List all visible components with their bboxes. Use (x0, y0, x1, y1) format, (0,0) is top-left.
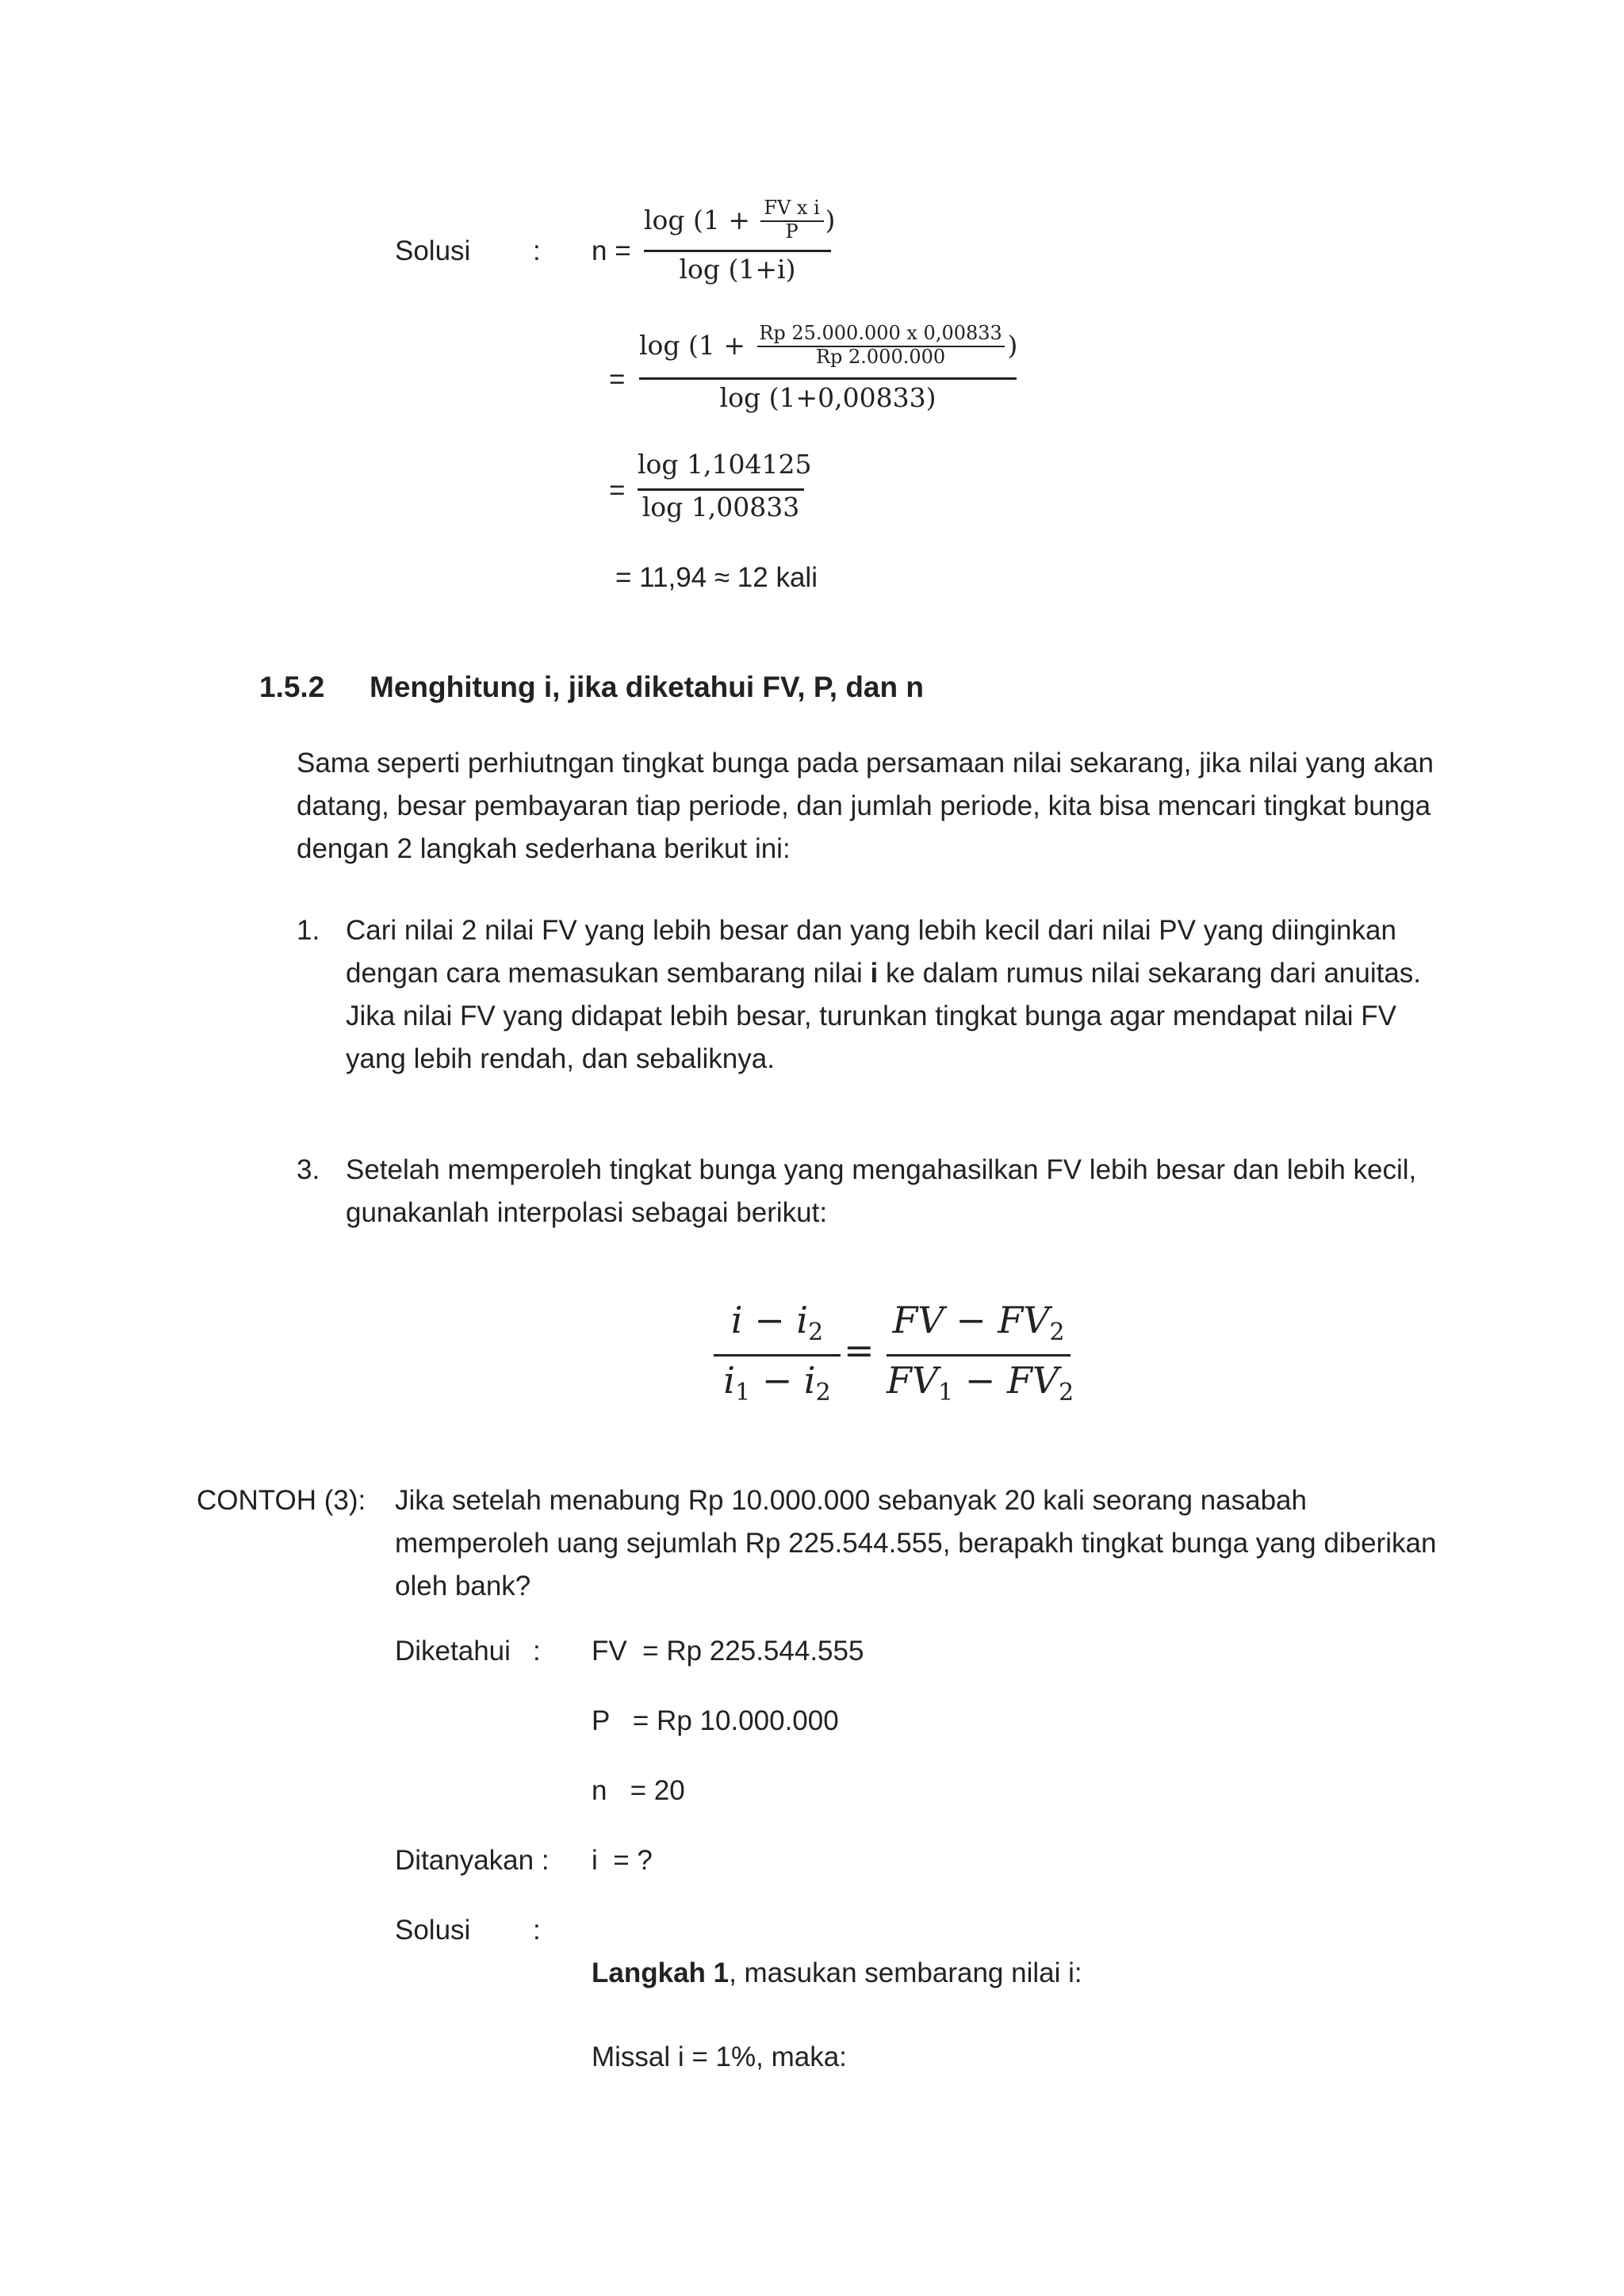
example-line: Jika setelah menabung Rp 10.000.000 sebanyak 20 kali seorang nasabah (395, 1485, 1307, 1516)
fraction-denominator: log 1,00833 (642, 492, 800, 522)
bold-variable: i (870, 958, 879, 989)
fraction-bar (639, 377, 1017, 380)
subscript: 2 (1059, 1378, 1074, 1406)
known-colon: : (533, 1636, 541, 1667)
step-line: Setelah memperoleh tingkat bunga yang mengahasilkan FV lebih besar dan lebih kecil, (346, 1154, 1417, 1185)
small-denominator: P (785, 220, 799, 243)
step-line (346, 952, 1421, 995)
solution-label: Solusi (395, 235, 471, 266)
example-line: oleh bank? (395, 1571, 531, 1601)
equals-sign: = (609, 364, 626, 395)
fraction-numerator (714, 1299, 841, 1346)
subscript: 2 (815, 1378, 831, 1406)
math-text: FV (887, 1359, 939, 1402)
asked-value: i = ? (592, 1845, 653, 1876)
small-denominator: Rp 2.000.000 (815, 346, 946, 368)
fraction-bar (714, 1354, 841, 1357)
numerator-prefix: log (1 + (639, 330, 746, 361)
interpolation-rhs-fraction (887, 1292, 1074, 1411)
subscript: 2 (1049, 1318, 1065, 1346)
small-fraction (759, 197, 825, 243)
list-item-step-1 (346, 909, 1421, 1081)
example-label: CONTOH (3): (197, 1485, 366, 1516)
math-text: i − i (730, 1299, 809, 1341)
fraction-numerator (639, 322, 1018, 371)
numerator-suffix: ) (1007, 330, 1018, 361)
equals-sign: = (609, 475, 626, 506)
fraction-bar (887, 1354, 1071, 1357)
step-1-heading (592, 1952, 1082, 1995)
solution-colon: : (533, 1915, 541, 1946)
fraction-bar (644, 250, 831, 252)
step-1-text: , masukan sembarang nilai i: (729, 1957, 1082, 1988)
list-item-step-3 (346, 1149, 1416, 1234)
section-title: Menghitung i, jika diketahui FV, P, dan n (370, 671, 924, 703)
step-line: Jika nilai FV yang didapat lebih besar, turunkan tingkat bunga agar mendapat nilai FV (346, 1001, 1397, 1031)
known-fv: FV = Rp 225.544.555 (592, 1636, 864, 1667)
fraction-numerator: log 1,104125 (638, 449, 812, 480)
known-n: n = 20 (592, 1775, 685, 1806)
assumption-text: Missal i = 1%, maka: (592, 2042, 847, 2072)
known-label: Diketahui (395, 1636, 511, 1667)
step-line: yang lebih rendah, dan sebaliknya. (346, 1043, 775, 1074)
intro-line: datang, besar pembayaran tiap periode, dan jumlah periode, kita bisa mencari tingkat bunga (297, 790, 1431, 821)
step-1-bold: Langkah 1 (592, 1957, 730, 1988)
section-intro (297, 742, 1434, 871)
list-marker: 1. (297, 915, 320, 946)
numerator-prefix: log (1 + (644, 205, 751, 235)
intro-line: Sama seperti perhiutngan tingkat bunga pada persamaan nilai sekarang, jika nilai yang akan (297, 748, 1434, 779)
interpolation-lhs-fraction (714, 1292, 841, 1411)
list-marker: 3. (297, 1154, 320, 1185)
numerator-suffix: ) (825, 205, 836, 235)
formula-substituted-fraction (639, 319, 1017, 422)
subscript: 2 (808, 1318, 824, 1346)
math-text: − i (750, 1359, 816, 1402)
fraction-denominator (887, 1359, 1074, 1406)
step-line: Cari nilai 2 nilai FV yang lebih besar dan yang lebih kecil dari nilai PV yang diinginkan (346, 915, 1396, 946)
solution-label: Solusi (395, 1915, 471, 1946)
small-fraction (754, 322, 1008, 368)
formula-log-fraction (638, 444, 812, 531)
intro-line: dengan 2 langkah sederhana berikut ini: (297, 833, 791, 864)
subscript: 1 (938, 1378, 954, 1406)
solution-colon: : (533, 235, 541, 266)
small-numerator: Rp 25.000.000 x 0,00833 (759, 322, 1002, 344)
example-question (395, 1479, 1436, 1608)
fraction-numerator (644, 197, 836, 244)
math-text: FV − FV (892, 1299, 1050, 1341)
example-line: memperoleh uang sejumlah Rp 225.544.555, berapakh tingkat bunga yang diberikan (395, 1528, 1437, 1559)
text-segment: ke dalam rumus nilai sekarang dari anuitas. (878, 958, 1422, 989)
equals-sign: = (844, 1329, 875, 1372)
known-p: P = Rp 10.000.000 (592, 1705, 839, 1736)
fraction-numerator (887, 1299, 1071, 1346)
section-number: 1.5.2 (259, 671, 325, 703)
fraction-bar (638, 488, 804, 491)
math-text: i (723, 1359, 736, 1402)
small-numerator: FV x i (764, 197, 820, 219)
formula-n-fraction (644, 197, 836, 285)
fraction-denominator: log (1+i) (679, 254, 796, 285)
solution-result: = 11,94 ≈ 12 kali (615, 562, 818, 593)
step-line: gunakanlah interpolasi sebagai berikut: (346, 1197, 828, 1228)
asked-label: Ditanyakan : (395, 1845, 550, 1876)
math-text: − FV (953, 1359, 1059, 1402)
n-equals: n = (592, 235, 631, 266)
fraction-denominator (714, 1359, 841, 1406)
text-segment: dengan cara memasukan sembarang nilai (346, 958, 871, 989)
subscript: 1 (735, 1378, 751, 1406)
fraction-denominator: log (1+0,00833) (719, 382, 936, 413)
